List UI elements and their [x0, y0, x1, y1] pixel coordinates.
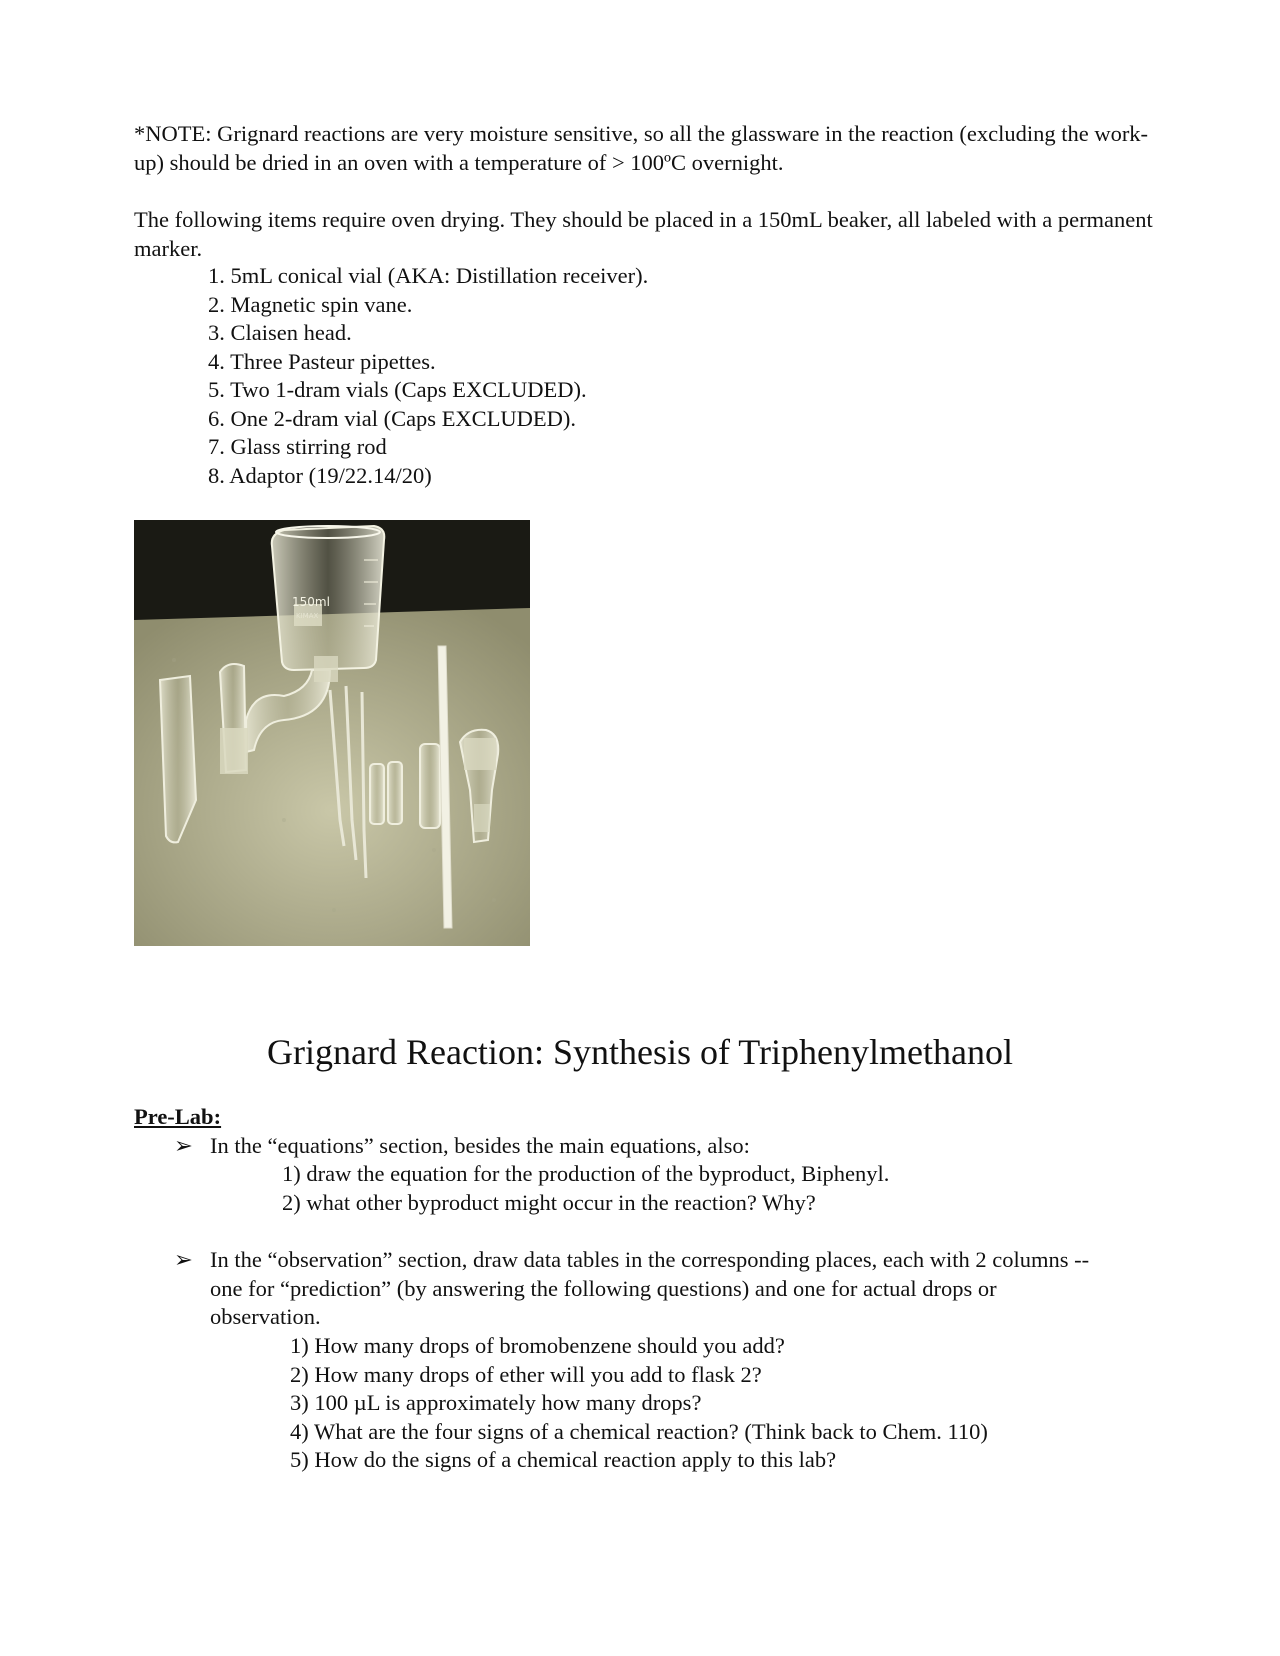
prelab-heading: Pre-Lab:: [134, 1104, 222, 1129]
list-item: 5. Two 1-dram vials (Caps EXCLUDED).: [208, 377, 587, 402]
list-item: 5) How do the signs of a chemical reaction apply to this lab?: [290, 1447, 837, 1472]
arrow-bullet-icon: ➢: [174, 1247, 193, 1272]
list-item: 2) what other byproduct might occur in the reaction? Why?: [282, 1189, 816, 1215]
list-item: 4. Three Pasteur pipettes.: [208, 348, 436, 374]
oven-drying-intro: The following items require oven drying. They should be placed in a 150mL beaker, all labeled with a permanent marker.: [134, 207, 1153, 261]
equations-list: [282, 1160, 889, 1217]
arrow-bullet-icon: ➢: [174, 1133, 193, 1158]
beaker-volume-label: 150ml: [292, 595, 330, 609]
page-title: Grignard Reaction: Synthesis of Triphenylmethanol: [267, 1032, 1013, 1072]
observation-instruction: In the “observation” section, draw data tables in the corresponding places, each with 2 columns -- one for “prediction” (by answering the following questions) and one for actual drops or observation.: [210, 1247, 1090, 1329]
list-item: 1) draw the equation for the production of the byproduct, Biphenyl.: [282, 1161, 890, 1186]
list-item: 8. Adaptor (19/22.14/20): [208, 462, 432, 488]
beaker: [272, 526, 385, 670]
list-item: 2) How many drops of ether will you add to flask 2?: [290, 1361, 762, 1387]
beaker-brand-label: KIMAX: [296, 612, 319, 620]
list-item: 1. 5mL conical vial (AKA: Distillation receiver).: [208, 263, 649, 288]
glassware-list: [208, 262, 648, 490]
list-item: 3. Claisen head.: [208, 320, 352, 345]
glassware-photo: [134, 520, 530, 946]
list-item: 2. Magnetic spin vane.: [208, 291, 413, 317]
moisture-note: *NOTE: Grignard reactions are very moisture sensitive, so all the glassware in the reaction (excluding the work-up) should be dried in an oven with a temperature of > 100ºC overnight.: [134, 121, 1149, 175]
list-item: 3) 100 µL is approximately how many drops?: [290, 1390, 702, 1415]
list-item: 4) What are the four signs of a chemical reaction? (Think back to Chem. 110): [290, 1418, 988, 1444]
list-item: 7. Glass stirring rod: [208, 434, 387, 459]
list-item: 1) How many drops of bromobenzene should you add?: [290, 1333, 785, 1358]
equations-instruction: In the “equations” section, besides the main equations, also:: [210, 1133, 750, 1158]
observation-questions-list: [290, 1332, 988, 1475]
list-item: 6. One 2-dram vial (Caps EXCLUDED).: [208, 405, 577, 431]
